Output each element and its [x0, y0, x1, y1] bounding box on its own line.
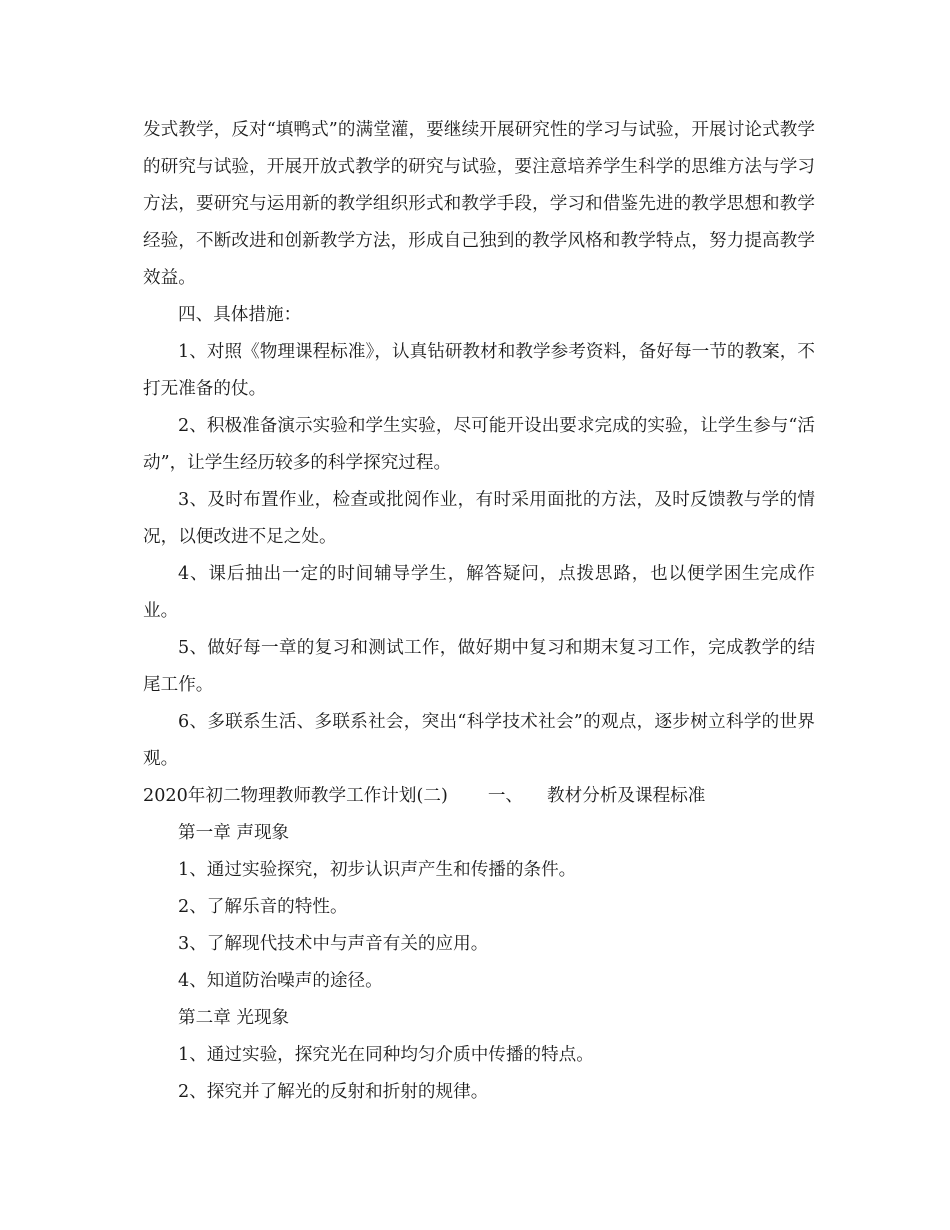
plan2-section-number: 一、: [487, 786, 524, 806]
chapter-item: 4、知道防治噪声的途径。: [178, 971, 383, 991]
measure-item: 3、及时布置作业，检查或批阅作业，有时采用面批的方法，及时反馈教与学的情况，以便改进不足之处。: [143, 490, 815, 547]
measure-item: 6、多联系生活、多联系社会，突出“科学技术社会”的观点，逐步树立科学的世界观。: [143, 712, 815, 769]
chapter-item: 1、通过实验，探究光在同种均匀介质中传播的特点。: [178, 1045, 594, 1065]
chapter-title: 第一章 声现象: [178, 823, 290, 843]
chapter-item: 3、了解现代技术中与声音有关的应用。: [178, 934, 489, 954]
document-page: [143, 112, 815, 1111]
plan2-section-title: 教材分析及课程标准: [547, 786, 706, 806]
chapter-item: 2、了解乐音的特性。: [178, 897, 348, 917]
measure-item: 5、做好每一章的复习和测试工作，做好期中复习和期末复习工作，完成教学的结尾工作。: [143, 638, 815, 695]
intro-paragraph: 发式教学，反对“填鸭式”的满堂灌，要继续开展研究性的学习与试验，开展讨论式教学的研究与试验，开展开放式教学的研究与试验，要注意培养学生科学的思维方法与学习方法，要研究与运用新的教学组织形式和教学手段，学习和借鉴先进的教学思想和教学经验，不断改进和创新教学方法，形成自己独到的教学风格和教学特点，努力提高教学效益。: [143, 120, 815, 288]
chapter-item: 2、探究并了解光的反射和折射的规律。: [178, 1082, 489, 1102]
plan2-title: 2020年初二物理教师教学工作计划(二): [143, 786, 448, 806]
plan2-heading-line: [143, 778, 815, 815]
section-heading-measures: 四、具体措施：: [178, 305, 302, 325]
measure-item: 1、对照《物理课程标准》，认真钻研教材和教学参考资料，备好每一节的教案，不打无准备的仗。: [143, 342, 815, 399]
chapter-title: 第二章 光现象: [178, 1008, 290, 1028]
measure-item: 2、积极准备演示实验和学生实验，尽可能开设出要求完成的实验，让学生参与“活动”，让学生经历较多的科学探究过程。: [143, 416, 815, 473]
chapter-item: 1、通过实验探究，初步认识声产生和传播的条件。: [178, 860, 577, 880]
measure-item: 4、课后抽出一定的时间辅导学生，解答疑问，点拨思路，也以便学困生完成作业。: [143, 564, 815, 621]
